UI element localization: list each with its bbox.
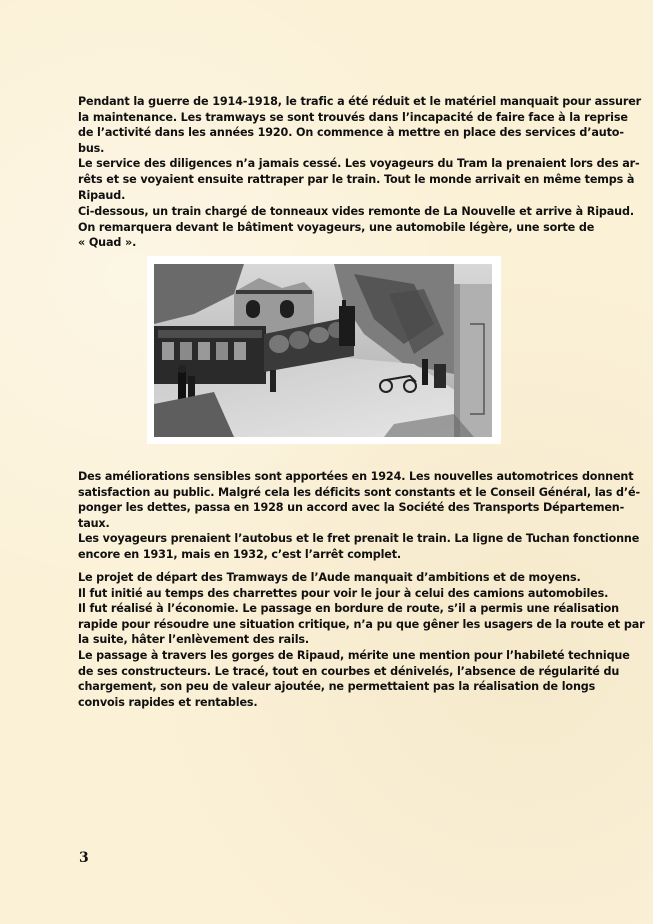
text-line: de l’activité dans les années 1920. On commence à mettre en place des services d’auto- [78,126,624,140]
text-line: satisfaction au public. Malgré cela les déficits sont constants et le Conseil Général, las d’é- [78,485,640,499]
paragraph-war-period [78,94,642,203]
text-line: rêts et se voyaient ensuite rattraper par le train. Tout le monde arrivait en même temps à [78,172,635,186]
text-line: ponger les dettes, passa en 1928 un accord avec la Société des Transports Départemen- [78,501,625,515]
text-line: chargement, son peu de valeur ajoutée, ne permettaient pas la réalisation de longs [78,680,596,694]
text-line: la suite, hâter l’enlèvement des rails. [78,633,310,647]
text-line: convois rapides et rentables. [78,695,258,709]
text-line: Il fut réalisé à l’économie. Le passage en bordure de route, s’il a permis une réalisation [78,602,619,616]
paragraph-improvements-1924 [78,469,640,563]
text-line: rapide pour résoudre une situation critique, n’a pu que gêner les usagers de la route et par [78,617,645,631]
text-line: Ci-dessous, un train chargé de tonneaux vides remonte de La Nouvelle et arrive à Ripaud. [78,205,634,218]
text-line: bus. [78,141,105,155]
historic-train-photo [147,256,501,444]
text-line: Pendant la guerre de 1914-1918, le trafic a été réduit et le matériel manquait pour assurer [78,95,642,108]
text-line: Le passage à travers les gorges de Ripaud, mérite une mention pour l’habileté technique [78,648,630,662]
text-line: Les voyageurs prenaient l’autobus et le fret prenait le train. La ligne de Tuchan fonctionne [78,532,640,546]
text-line: taux. [78,516,110,530]
text-line: Le projet de départ des Tramways de l’Aude manquait d’ambitions et de moyens. [78,571,581,584]
text-line: Le service des diligences n’a jamais cessé. Les voyageurs du Tram la prenaient lors des ar- [78,157,640,171]
text-line: Des améliorations sensibles sont apportées en 1924. Les nouvelles automotrices donnent [78,470,634,483]
text-line: On remarquera devant le bâtiment voyageurs, une automobile légère, une sorte de [78,220,595,234]
page-number: 3 [79,850,89,866]
paragraph-conclusion [78,570,645,710]
text-line: « Quad ». [78,236,137,250]
text-line: la maintenance. Les tramways se sont trouvés dans l’incapacité de faire face à la reprise [78,110,628,124]
text-line: Il fut initié au temps des charrettes pour voir le jour à celui des camions automobiles. [78,586,609,600]
text-line: Ripaud. [78,188,126,202]
text-line: encore en 1931, mais en 1932, c’est l’arrêt complet. [78,547,401,561]
text-line: de ses constructeurs. Le tracé, tout en courbes et dénivelés, l’absence de régularité du [78,664,620,678]
paragraph-photo-caption [78,204,634,251]
train-photo-image [154,264,492,437]
